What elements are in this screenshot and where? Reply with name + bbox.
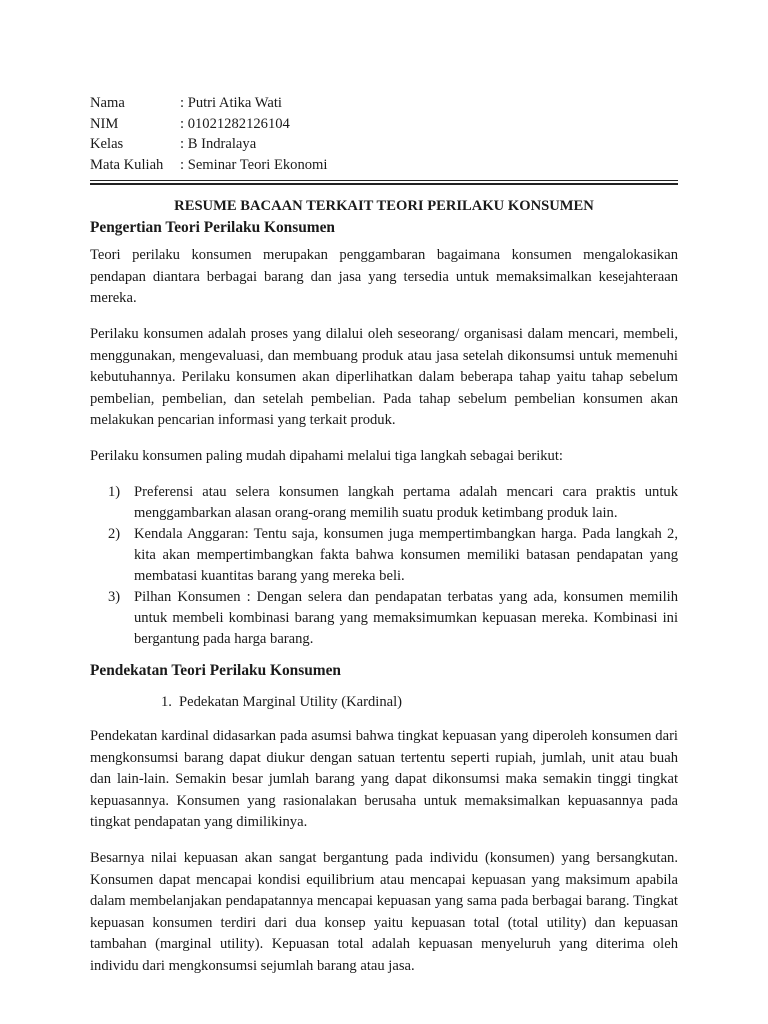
info-value: : Putri Atika Wati [180,95,282,111]
list-number: 2) [108,526,121,543]
paragraph: Perilaku konsumen adalah proses yang dilalui oleh seseorang/ organisasi dalam mencari, membeli, menggunakan, mengevaluasi, dan membuang produk atau jasa setelah dikonsumsi untuk memenuhi kebutuhannya. Perilaku konsumen akan diperlihatkan dalam beberapa tahap yaitu tahap sebelum pembelian, pembelian, dan setelah pembelian. Pada tahap sebelum pembelian konsumen akan melakukan pencarian informasi yang terkait produk. [90,326,678,429]
list-text: Preferensi atau selera konsumen langkah pertama adalah mencari cara praktis untuk menggambarkan alasan orang-orang memilih suatu produk ketimbang produk lain. [134,484,678,522]
steps-list [90,482,678,650]
info-row-mata-kuliah [90,155,678,176]
info-label: NIM [90,115,119,132]
info-label: Kelas [90,136,124,152]
list-item [90,482,678,524]
paragraph: Pendekatan kardinal didasarkan pada asumsi bahwa tingkat kepuasan yang diperoleh konsumen dari mengkonsumsi barang dapat diukur dengan satuan tertentu seperti rupiah, jumlah, unit atau buah dan lain-lain. Semakin besar jumlah barang yang dapat dikonsumsi maka semakin tinggi tingkat kepuasannya. Konsumen yang rasionalakan berusaha untuk memaksimalkan kepuasannya pada tingkat pendapatan yang dimilikinya. [90,728,678,831]
list-number: 3) [108,589,121,606]
sub-item [90,692,678,713]
list-item [90,524,678,587]
info-label: Mata Kuliah [90,156,164,173]
list-text: Pilhan Konsumen : Dengan selera dan pendapatan terbatas yang ada, konsumen memilih untuk membeli kombinasi barang yang memaksimumkan kepuasan mereka. Kombinasi ini bergantung pada harga barang. [134,589,678,648]
list-item [90,587,678,650]
info-value: : Seminar Teori Ekonomi [180,156,328,173]
sub-item-number: 1. [161,694,172,711]
section-heading-pendekatan: Pendekatan Teori Perilaku Konsumen [90,662,341,680]
info-row-kelas [90,134,678,155]
info-value: : 01021282126104 [180,115,290,132]
info-row-nama [90,93,678,114]
paragraph: Besarnya nilai kepuasan akan sangat bergantung pada individu (konsumen) yang bersangkutan. Konsumen dapat mencapai kondisi equilibrium atau mencapai kepuasan yang maksimum apabila dalam membelanjakan pendapatannya mencapai kepuasan yang sama pada berbagai barang. Tingkat kepuasan konsumen terdiri dari dua konsep yaitu kepuasan total (total utility) dan kepuasan tambahan (marginal utility). Kepuasan total adalah kepuasan menyeluruh yang diterima oleh individu dari mengkonsumsi sejumlah barang atau jasa. [90,850,678,974]
info-row-nim [90,114,678,135]
student-info [90,93,678,175]
section-heading-pengertian: Pengertian Teori Perilaku Konsumen [90,219,335,236]
info-value: : B Indralaya [180,136,257,152]
list-number: 1) [108,484,121,501]
sub-item-text: Pedekatan Marginal Utility (Kardinal) [179,694,403,711]
list-text: Kendala Anggaran: Tentu saja, konsumen juga mempertimbangkan harga. Pada langkah 2, kita akan mempertimbangkan fakta bahwa konsumen memiliki batasan pendapatan yang membatasi kuantitas barang yang mereka beli. [134,526,678,585]
paragraph: Teori perilaku konsumen merupakan penggambaran bagaimana konsumen mengalokasikan pendapan diantara berbagai barang dan jasa yang tersedia untuk memaksimalkan kesejahteraan mereka. [90,247,678,306]
double-rule-divider [90,180,678,185]
info-label: Nama [90,95,125,111]
paragraph: Perilaku konsumen paling mudah dipahami melalui tiga langkah sebagai berikut: [90,448,563,465]
document-title: RESUME BACAAN TERKAIT TEORI PERILAKU KONSUMEN [174,198,594,214]
